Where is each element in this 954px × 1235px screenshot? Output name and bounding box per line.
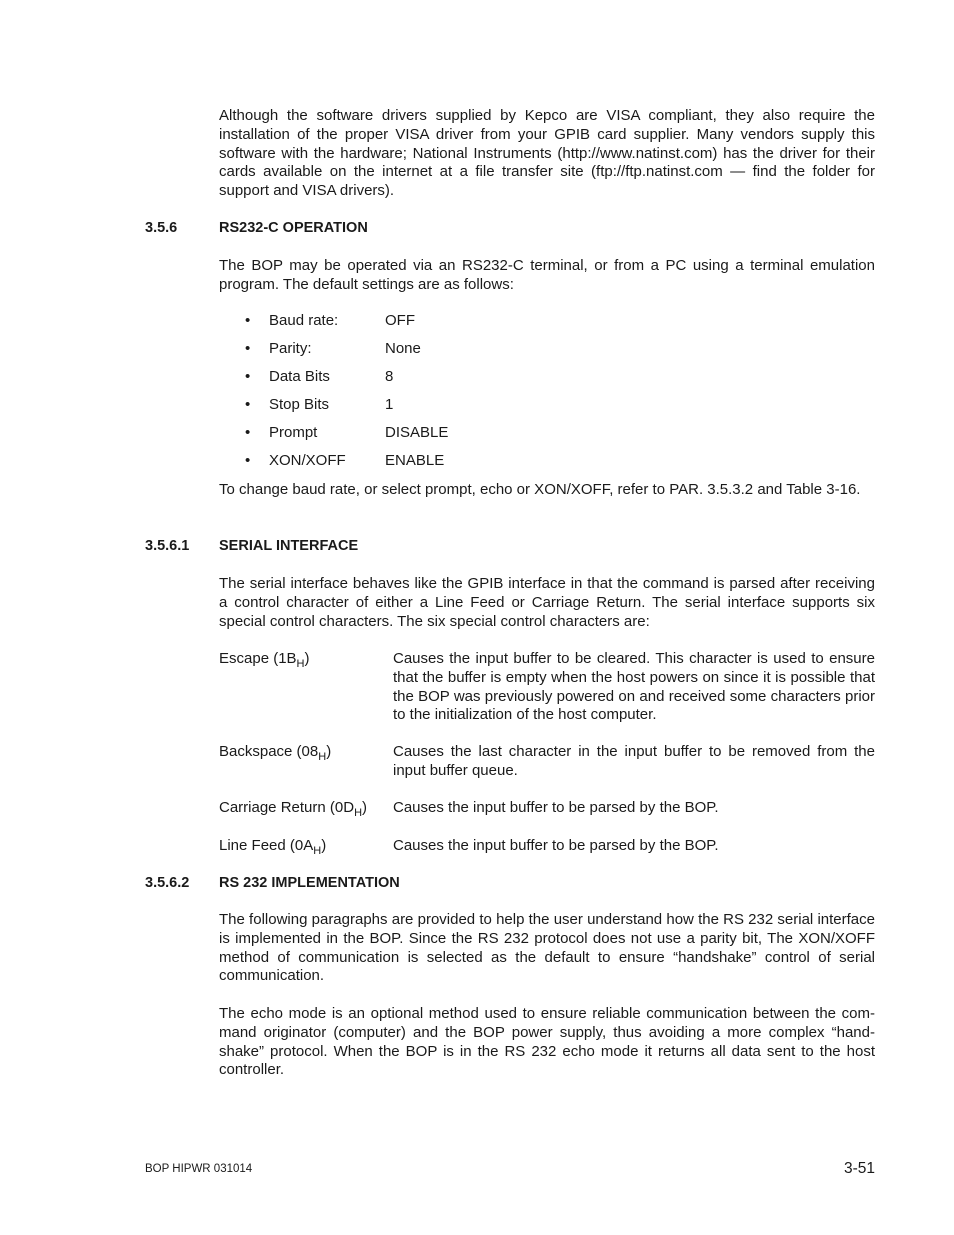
section-title: RS 232 IMPLEMENTATION (219, 875, 400, 891)
control-char-term: Line Feed $(0A_H)$ (219, 837, 327, 857)
bullet-icon: • (245, 368, 251, 385)
bullet-icon: • (245, 312, 251, 329)
list-item (245, 396, 645, 416)
setting-value: DISABLE (385, 424, 449, 441)
footer-page-number: 3-51 (843, 1160, 875, 1177)
setting-label: XON/XOFF (269, 452, 346, 469)
setting-label: Data Bits (269, 368, 330, 385)
control-char-description: Causes the last character in the input buffer to be removed from the input buffer queue. (393, 743, 875, 779)
section-number: 3.5.6 (145, 220, 178, 236)
control-char-description: Causes the input buffer to be cleared. This character is used to ensure that the buffer is empty when the host powers on since it is possible that the BOP was previously powered on and received some characters prior to the initialization of the host computer. (393, 650, 875, 724)
setting-value: None (385, 340, 421, 357)
section-3561-paragraph: The serial interface behaves like the GPIB interface in that the command is parsed after receiving a control character of either a Line Feed or Carriage Return. The serial interface supports six special control characters. The six special control characters are: (219, 575, 875, 630)
control-char-term: Escape $(1B_H)$ (219, 650, 310, 670)
section-3562-paragraph2-block (219, 1005, 875, 1080)
setting-label: Baud rate: (269, 312, 339, 329)
section-title: RS232-C OPERATION (219, 220, 368, 236)
section-3561-paragraph-block (219, 575, 875, 631)
control-char-term: Carriage Return $(0D_H)$ (219, 799, 368, 819)
control-char-term: Backspace $(08_H)$ (219, 743, 332, 763)
intro-paragraph: Although the software drivers supplied by Kepco are VISA compliant, they also require the installation of the proper VISA driver from your GPIB card supplier. Many vendors supply this software with the hardware; National Instruments (http://www.natinst.com) has the driver for their cards available on the internet at a file transfer site (ftp://ftp.natinst.com — find the folder for support and VISA drivers). (219, 107, 875, 200)
footer-doc-id: BOP HIPWR 031014 (145, 1163, 253, 1175)
section-3562-paragraph-2: The echo mode is an optional method used to ensure reliable communication between the command originator (computer) and the BOP power supply, thus avoiding a more complex “handshake” protocol. When the BOP is in the RS 232 echo mode it returns all data sent to the host controller. (219, 1005, 875, 1079)
list-item (245, 424, 645, 444)
section-number: 3.5.6.2 (145, 875, 190, 891)
section-number: 3.5.6.1 (145, 538, 190, 554)
setting-label: Parity: (269, 340, 312, 357)
intro-paragraph-block (219, 107, 875, 201)
section-356-paragraph-block (219, 257, 875, 295)
section-3562-paragraph-1: The following paragraphs are provided to help the user understand how the RS 232 serial interface is implemented in the BOP. Since the RS 232 protocol does not use a parity bit, The XON/XOFF method of communication is selected as the default to ensure “handshake” control of serial communication. (219, 911, 875, 985)
setting-value: 1 (385, 396, 394, 413)
bullet-icon: • (245, 340, 251, 357)
setting-label: Prompt (269, 424, 318, 441)
section-3562-paragraph1-block (219, 911, 875, 986)
setting-label: Stop Bits (269, 396, 330, 413)
setting-value: 8 (385, 368, 394, 385)
list-item (245, 368, 645, 388)
bullet-icon: • (245, 396, 251, 413)
section-356-note-block (219, 481, 875, 500)
control-char-description: Causes the input buffer to be parsed by the BOP. (393, 799, 719, 816)
list-item (245, 452, 645, 472)
bullet-icon: • (245, 424, 251, 441)
list-item (245, 312, 645, 332)
setting-value: ENABLE (385, 452, 445, 469)
section-title: SERIAL INTERFACE (219, 538, 359, 554)
setting-value: OFF (385, 312, 415, 329)
control-char-description: Causes the input buffer to be parsed by the BOP. (393, 837, 719, 854)
list-item (245, 340, 645, 360)
bullet-icon: • (245, 452, 251, 469)
section-356-paragraph: The BOP may be operated via an RS232-C terminal, or from a PC using a terminal emulation program. The default settings are as follows: (219, 257, 875, 293)
section-356-note: To change baud rate, or select prompt, echo or XON/XOFF, refer to PAR. 3.5.3.2 and Table 3-16. (219, 481, 861, 498)
